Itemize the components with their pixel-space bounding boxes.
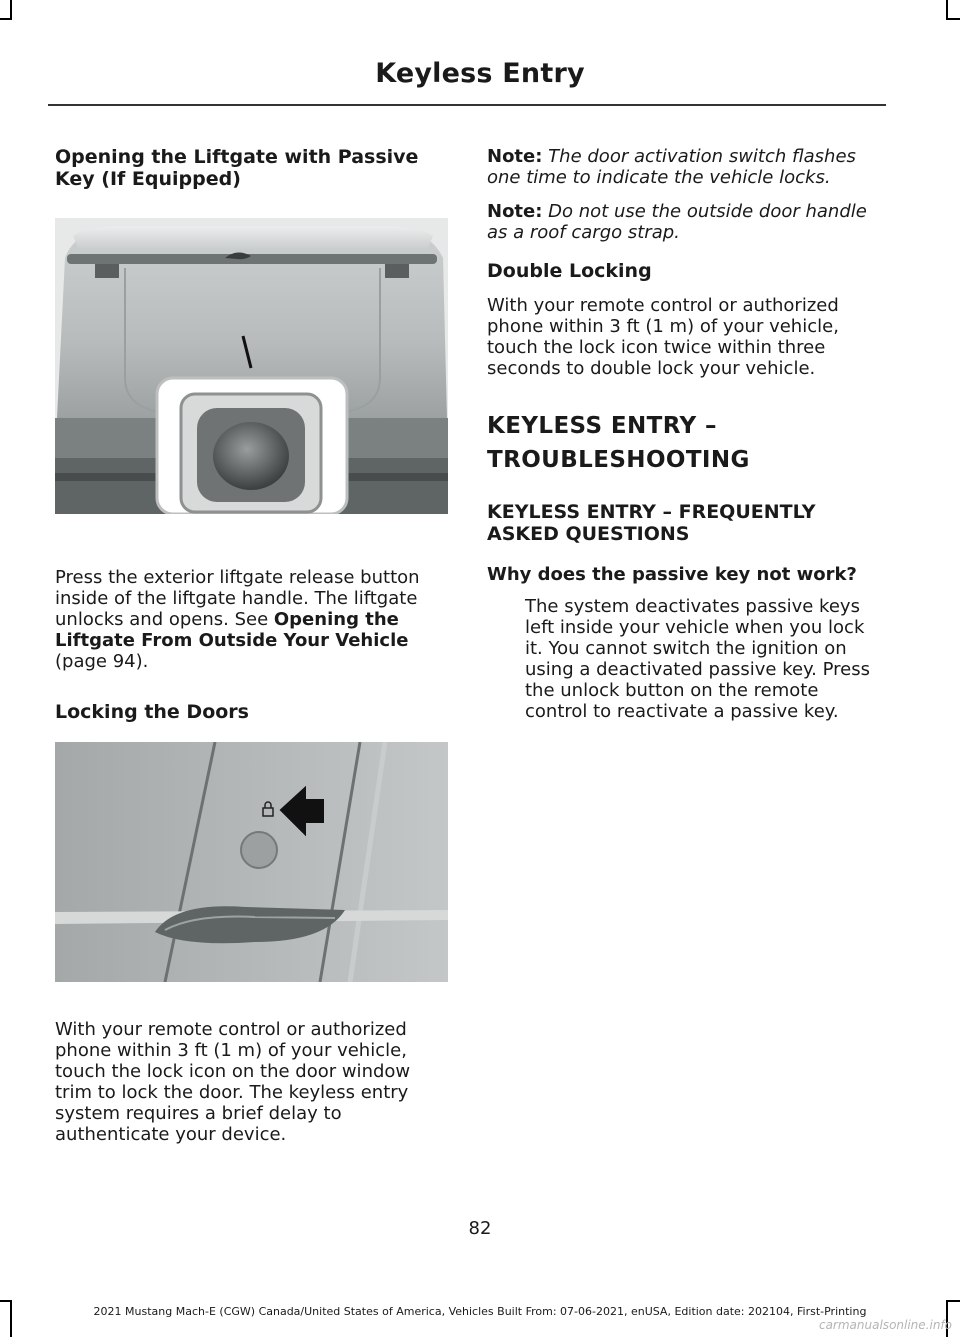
header-divider [48, 104, 886, 106]
locking-heading: Locking the Doors [55, 701, 249, 723]
door-lock-illustration [55, 742, 448, 982]
watermark: carmanualsonline.info [818, 1318, 952, 1332]
liftgate-page-ref: (page 94). [55, 651, 149, 672]
crop-mark-top-left-h [0, 18, 12, 20]
crop-mark-top-right-v [946, 0, 948, 20]
page-title: Keyless Entry [375, 58, 585, 89]
note-2-label: Note: [487, 201, 543, 222]
liftgate-illustration [55, 218, 448, 514]
liftgate-figure [55, 218, 448, 514]
door-lock-figure [55, 742, 448, 982]
crop-mark-top-right-h [946, 18, 960, 20]
locking-paragraph: With your remote control or authorized phone within 3 ft (1 m) of your vehicle, touch the lock icon on the door window trim to lock the door. The keyless entry system requires a brief delay to authenticate your device. [55, 1019, 411, 1145]
faq-subheading: KEYLESS ENTRY – FREQUENTLY ASKED QUESTIONS [487, 501, 816, 545]
note-2 [487, 201, 882, 243]
liftgate-paragraph [55, 567, 450, 672]
note-2-text: Do not use the outside door handle as a roof cargo strap. [487, 201, 867, 243]
footer-edition-info: 2021 Mustang Mach-E (CGW) Canada/United States of America, Vehicles Built From: 07-06-2021, enUSA, Edition date: 202104, First-Printing [93, 1305, 867, 1318]
faq-answer: The system deactivates passive keys left inside your vehicle when you lock it. You cannot switch the ignition on using a deactivated passive key. Press the unlock button on the remote control to reactivate a passive key. [525, 596, 870, 722]
double-locking-paragraph: With your remote control or authorized phone within 3 ft (1 m) of your vehicle, touch the lock icon twice within three seconds to double lock your vehicle. [487, 295, 839, 379]
note-1 [487, 146, 882, 188]
section-heading-line-2: TROUBLESHOOTING [487, 447, 750, 473]
liftgate-cross-reference-link[interactable]: Opening the Liftgate From Outside Your Vehicle [55, 609, 409, 651]
crop-mark-bottom-right-h [946, 1300, 960, 1302]
section-heading [487, 413, 882, 473]
crop-mark-top-left-v [10, 0, 12, 20]
note-1-label: Note: [487, 146, 543, 167]
section-heading-line-1: KEYLESS ENTRY – [487, 413, 717, 439]
note-1-text: The door activation switch flashes one time to indicate the vehicle locks. [487, 146, 856, 188]
liftgate-text: Press the exterior liftgate release button inside of the liftgate handle. The liftgate unlocks and opens. See [55, 567, 420, 630]
liftgate-heading: Opening the Liftgate with Passive Key (If Equipped) [55, 146, 419, 190]
crop-mark-bottom-left-h [0, 1300, 12, 1302]
double-locking-heading: Double Locking [487, 260, 652, 282]
left-column [55, 146, 450, 1145]
right-column [487, 146, 882, 722]
faq-question: Why does the passive key not work? [487, 564, 857, 585]
page-number: 82 [468, 1218, 492, 1239]
